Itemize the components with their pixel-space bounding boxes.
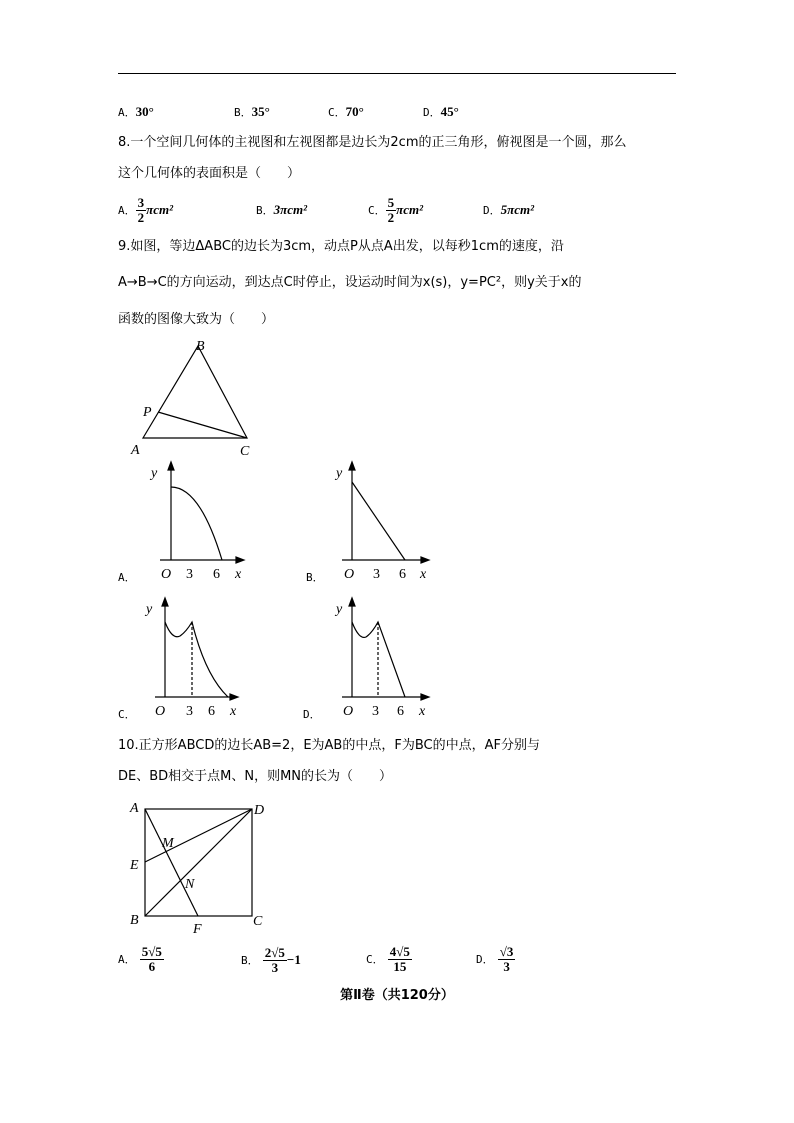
svg-text:A: A [130, 801, 139, 816]
option-value: 30° [135, 104, 154, 119]
option-label: A． [118, 204, 136, 217]
fraction: $\frac{5√5}{6}$ [141, 944, 162, 974]
svg-text:y: y [336, 466, 343, 481]
square-figure [129, 801, 264, 937]
vertex-label: P [143, 405, 152, 420]
fraction: $\frac{5}{2}$ [387, 195, 395, 225]
svg-text:O: O [343, 704, 354, 719]
option-label: D． [476, 953, 494, 966]
graph-d [334, 598, 429, 719]
svg-text:y: y [146, 602, 153, 617]
option-label: B． [241, 954, 259, 967]
option-label: D． [483, 204, 501, 217]
vertex-label: A [131, 443, 140, 458]
fraction: $\frac{2√5}{3}$ [264, 945, 285, 975]
option-label: B． [234, 106, 252, 119]
option-value: πcm² [146, 202, 174, 217]
fraction: $\frac{4√5}{15}$ [389, 944, 410, 974]
q9-text-line1: 9.如图，等边ΔABC的边长为3cm，动点P从点A出发，以每秒1cm的速度，沿 [118, 239, 564, 254]
option-value: 45° [440, 104, 459, 119]
q10-text-line2: DE、BD相交于点M、N，则MN的长为（ ） [118, 769, 393, 784]
svg-text:3: 3 [372, 704, 379, 719]
svg-text:x: x [419, 704, 426, 719]
svg-text:6: 6 [213, 567, 220, 582]
svg-text:O: O [161, 567, 172, 582]
option-value: 70° [345, 104, 364, 119]
svg-text:y: y [336, 602, 343, 617]
vertex-label: B [196, 339, 205, 354]
option-label: A． [118, 106, 136, 119]
option-value: 5πcm² [500, 202, 535, 217]
q10-text-line1: 10.正方形ABCD的边长AB=2，E为AB的中点，F为BC的中点，AF分别与 [118, 738, 540, 753]
fraction: $\frac{√3}{3}$ [499, 944, 514, 974]
q8-text-line1: 8.一个空间几何体的主视图和左视图都是边长为2cm的正三角形，俯视图是一个圆，那么 [118, 135, 627, 150]
section-footer: 第Ⅱ卷（共120分） [340, 988, 454, 1003]
svg-text:6: 6 [397, 704, 404, 719]
svg-text:3: 3 [373, 567, 380, 582]
option-value: 3πcm² [273, 202, 308, 217]
vertex-label: C [240, 444, 250, 459]
graph-a [149, 462, 244, 582]
axis-label: y [151, 466, 158, 481]
option-value: 35° [251, 104, 270, 119]
graph-c [144, 598, 238, 719]
svg-text:E: E [130, 858, 139, 873]
q9-text-line3: 函数的图像大致为（ ） [118, 312, 275, 327]
graph-a-label: A． [118, 571, 136, 584]
option-label: A． [118, 953, 136, 966]
graph-b [334, 462, 429, 582]
svg-text:M: M [162, 836, 174, 851]
svg-text:O: O [155, 704, 166, 719]
fraction: $\frac{3}{2}$ [137, 195, 145, 225]
svg-text:D: D [254, 803, 265, 818]
svg-text:x: x [420, 567, 427, 582]
svg-text:C: C [253, 914, 263, 929]
option-label: C． [368, 204, 386, 217]
svg-text:x: x [235, 567, 242, 582]
exam-page: A．30° B．35° C．70° D．45° 8.一个空间几何体的主视图和左视图都是边长为2cm的正三角形，俯视图是一个圆，那么 这个几何体的表面积是（ ） A． $\frac{3}{2}$ πcm² B．3πcm² C． $\frac{5}{2}$ πcm² D．5πcm² 9.如图，等边ΔABC的边长为3cm，动点P从点A出发，以每秒1cm的速度，沿 A→B→C的方向运动，到达点C时停止，设运动时间为x(s)，y=PC²，则y关于x的 函数的图像大致为（ ） A B C P y O 3 6 x y O 3 6 x y O 3 6 x y O 3 6 x A D E B C F M N A． B． C． D． 10.正方形ABCD的边长AB=2，E为AB的中点，F为BC的中点，AF分别与 DE、BD相交于点M、N，则MN的长为（ ） A． $\frac{5√5}{6}$ B． $\frac{2√5}{3}$ −1 C． $\frac{4√5}{15}$ D． $\frac{√3}{3}$ 第Ⅱ卷（共120分） [0, 0, 794, 1123]
svg-text:3: 3 [186, 704, 193, 719]
option-label: D． [423, 106, 441, 119]
graph-d-label: D． [303, 708, 321, 721]
option-label: B． [256, 204, 274, 217]
svg-text:B: B [130, 913, 139, 928]
q8-text-line2: 这个几何体的表面积是（ ） [118, 166, 301, 181]
svg-text:6: 6 [399, 567, 406, 582]
graph-b-label: B． [306, 571, 324, 584]
svg-text:x: x [230, 704, 237, 719]
triangle-figure [130, 339, 250, 459]
svg-text:6: 6 [208, 704, 215, 719]
svg-text:F: F [193, 922, 202, 937]
option-label: C． [328, 106, 346, 119]
svg-text:3: 3 [186, 567, 193, 582]
svg-text:O: O [344, 567, 355, 582]
option-value: πcm² [396, 202, 424, 217]
graph-c-label: C． [118, 708, 136, 721]
option-label: C． [366, 953, 384, 966]
q9-text-line2: A→B→C的方向运动，到达点C时停止，设运动时间为x(s)，y=PC²，则y关于x的 [118, 275, 582, 290]
svg-text:N: N [185, 877, 195, 892]
